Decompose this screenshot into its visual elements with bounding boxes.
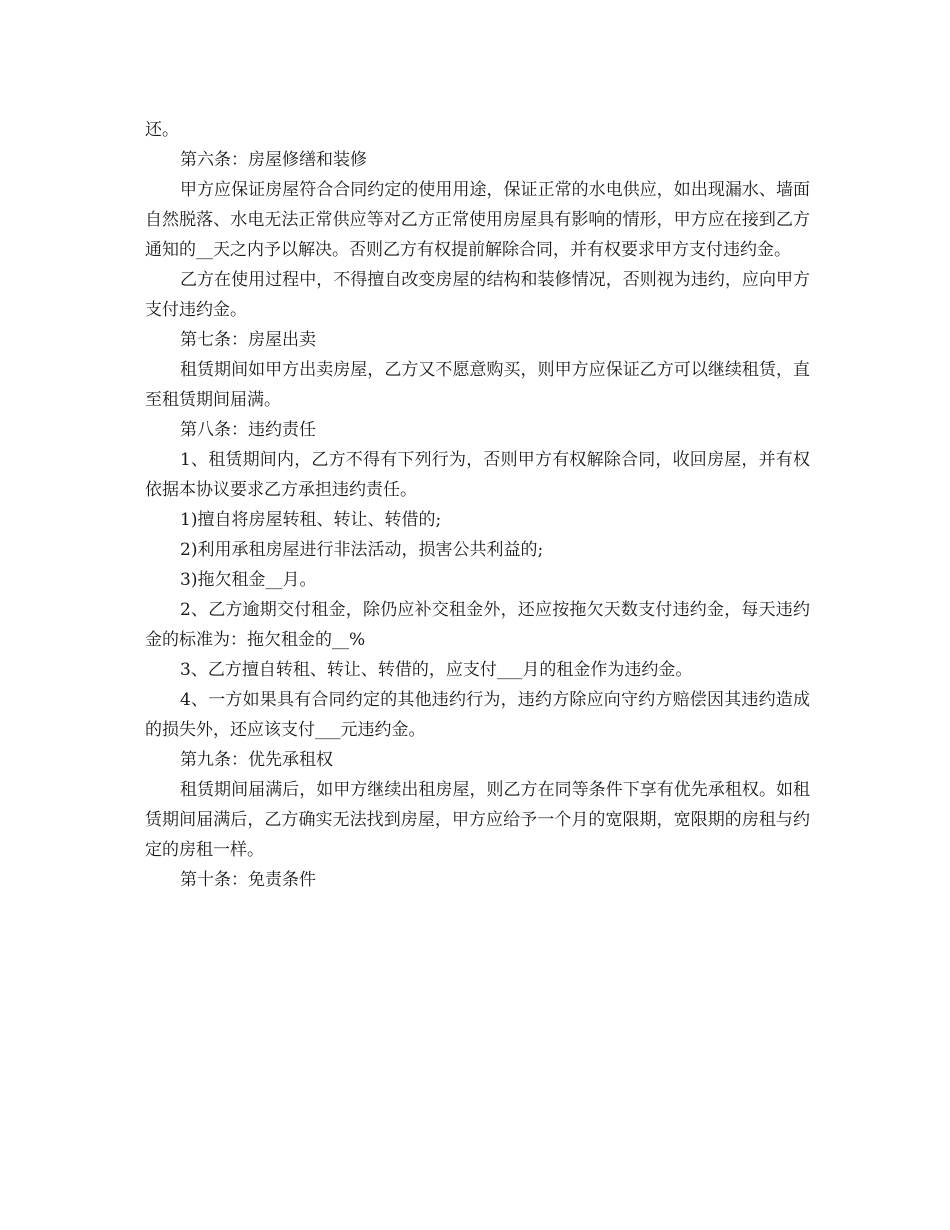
article-8-clause-2: 2、乙方逾期交付租金，除仍应补交租金外，还应按拖欠天数支付违约金，每天违约金的标准为：拖欠租金的__%	[145, 600, 810, 650]
article-7-paragraph: 租赁期间如甲方出卖房屋，乙方又不愿意购买，则甲方应保证乙方可以继续租赁，直至租赁期间届满。	[145, 360, 810, 410]
article-8-heading: 第八条：违约责任	[180, 420, 316, 440]
article-8-clause-1: 1、租赁期间内，乙方不得有下列行为，否则甲方有权解除合同，收回房屋，并有权依据本协议要求乙方承担违约责任。	[145, 450, 810, 500]
article-8-item-1: 1)擅自将房屋转租、转让、转借的;	[180, 510, 442, 530]
article-7-heading: 第七条：房屋出卖	[180, 330, 316, 350]
article-6-paragraph-1: 甲方应保证房屋符合合同约定的使用用途，保证正常的水电供应，如出现漏水、墙面自然脱落、水电无法正常供应等对乙方正常使用房屋具有影响的情形，甲方应在接到乙方通知的__天之内予以解决。否则乙方有权提前解除合同，并有权要求甲方支付违约金。	[145, 180, 810, 260]
article-8-item-3: 3)拖欠租金__月。	[180, 570, 317, 590]
article-6-paragraph-2: 乙方在使用过程中，不得擅自改变房屋的结构和装修情况，否则视为违约，应向甲方支付违约金。	[145, 270, 810, 320]
article-9-paragraph: 租赁期间届满后，如甲方继续出租房屋，则乙方在同等条件下享有优先承租权。如租赁期间届满后，乙方确实无法找到房屋，甲方应给予一个月的宽限期，宽限期的房租与约定的房租一样。	[145, 780, 810, 860]
document-body	[145, 115, 810, 895]
article-9-heading: 第九条：优先承租权	[180, 750, 333, 770]
paragraph-continuation: 还。	[145, 120, 179, 140]
article-8-item-2: 2)利用承租房屋进行非法活动，损害公共利益的;	[180, 540, 544, 560]
article-6-heading: 第六条：房屋修缮和装修	[180, 150, 367, 170]
article-8-clause-3: 3、乙方擅自转租、转让、转借的，应支付___月的租金作为违约金。	[180, 660, 693, 680]
article-8-clause-4: 4、一方如果具有合同约定的其他违约行为，违约方除应向守约方赔偿因其违约造成的损失外，还应该支付___元违约金。	[145, 690, 810, 740]
article-10-heading: 第十条：免责条件	[180, 870, 316, 890]
